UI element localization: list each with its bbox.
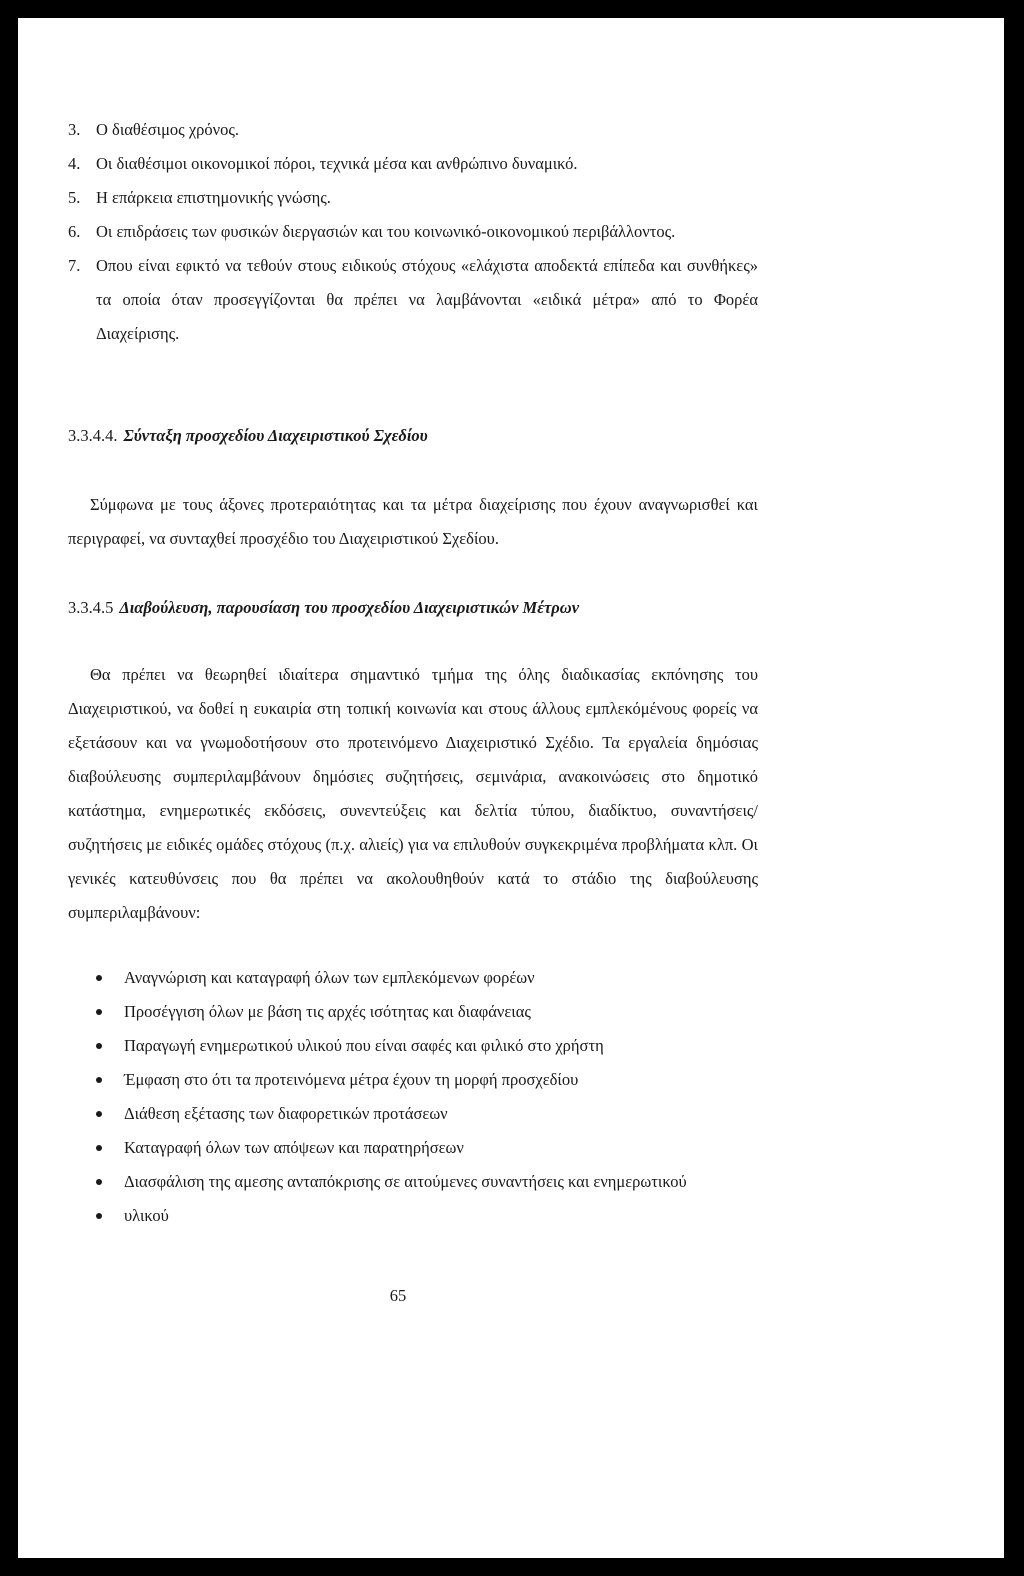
section-heading bbox=[68, 596, 768, 620]
list-item bbox=[68, 249, 758, 351]
bullet-item bbox=[96, 1063, 756, 1097]
bullet-text: Προσέγγιση όλων με βάση τις αρχές ισότητας και διαφάνειας bbox=[124, 1002, 531, 1021]
bullet-item bbox=[96, 1131, 756, 1165]
bullet-dot-icon bbox=[96, 1043, 102, 1049]
bullet-dot-icon bbox=[96, 975, 102, 981]
bullet-text: Παραγωγή ενημερωτικού υλικού που είναι σαφές και φιλικό στο χρήστη bbox=[124, 1036, 604, 1055]
bullet-item bbox=[96, 1199, 756, 1233]
bullet-item bbox=[96, 995, 756, 1029]
page-number: 65 bbox=[389, 1286, 407, 1305]
numbered-list bbox=[68, 113, 758, 351]
bullet-text: υλικού bbox=[124, 1206, 169, 1225]
bullet-item bbox=[96, 1165, 756, 1199]
list-item-number: 3. bbox=[68, 120, 81, 139]
list-item-number: 7. bbox=[68, 256, 81, 275]
list-item-text: Οπου είναι εφικτό να τεθούν στους ειδικούς στόχους «ελάχιστα αποδεκτά επίπεδα και συνθήκες» τα οποία όταν προσεγγίζονται θα πρέπει να λαμβάνονται «ειδικά μέτρα» από το Φορέα Διαχείρισης. bbox=[96, 256, 758, 343]
list-item-text: Ο διαθέσιμος χρόνος. bbox=[96, 120, 239, 139]
bullet-item bbox=[96, 961, 756, 995]
bullet-dot-icon bbox=[96, 1077, 102, 1083]
list-item bbox=[68, 215, 758, 249]
list-item bbox=[68, 113, 758, 147]
list-item bbox=[68, 181, 758, 215]
list-item-text: Οι επιδράσεις των φυσικών διεργασιών και του κοινωνικό-οικονομικού περιβάλλοντος. bbox=[96, 222, 676, 241]
section-number: 3.3.4.5 bbox=[68, 598, 114, 617]
bullet-dot-icon bbox=[96, 1179, 102, 1185]
bullet-text: Αναγνώριση και καταγραφή όλων των εμπλεκόμενων φορέων bbox=[124, 968, 535, 987]
list-item-text: Η επάρκεια επιστημονικής γνώσης. bbox=[96, 188, 331, 207]
bullet-item bbox=[96, 1097, 756, 1131]
list-item bbox=[68, 147, 758, 181]
section-paragraph: Θα πρέπει να θεωρηθεί ιδιαίτερα σημαντικό τμήμα της όλης διαδικασίας εκπόνησης του Διαχειριστικού, να δοθεί η ευκαιρία στη τοπική κοινωνία και στους άλλους εμπλεκόμένους φορείς να εξετάσουν και να γνωμοδοτήσουν στο προτεινόμενο Διαχειριστικό Σχέδιο. Τα εργαλεία δημόσιας διαβούλευσης συμπεριλαμβάνουν δημόσιες συζητήσεις, σεμινάρια, ανακοινώσεις στο δημοτικό κατάστημα, ενημερωτικές εκδόσεις, συνεντεύξεις και δελτία τύπου, διαδίκτυο, συναντήσεις/ συζητήσεις με ειδικές ομάδες στόχους (π.χ. αλιείς) για να επιλυθούν συγκεκριμένα προβλήματα κλπ. Οι γενικές κατευθύνσεις που θα πρέπει να ακολουθηθούν κατά το στάδιο της διαβούλευσης συμπεριλαμβάνουν: bbox=[68, 665, 758, 922]
bullet-dot-icon bbox=[96, 1213, 102, 1219]
section-title: Σύνταξη προσχεδίου Διαχειριστικού Σχεδίου bbox=[123, 426, 428, 445]
list-item-text: Οι διαθέσιμοι οικονομικοί πόροι, τεχνικά μέσα και ανθρώπινο δυναμικό. bbox=[96, 154, 578, 173]
bullet-text: Έμφαση στο ότι τα προτεινόμενα μέτρα έχουν τη μορφή προσχεδίου bbox=[124, 1070, 579, 1089]
list-item-number: 6. bbox=[68, 222, 81, 241]
bullet-text: Διασφάλιση της αμεσης ανταπόκρισης σε αιτούμενες συναντήσεις και ενημερωτικού bbox=[124, 1172, 687, 1191]
bullet-text: Διάθεση εξέτασης των διαφορετικών προτάσεων bbox=[124, 1104, 448, 1123]
section-title: Διαβούλευση, παρουσίαση του προσχεδίου Διαχειριστικών Μέτρων bbox=[119, 598, 580, 617]
bullet-dot-icon bbox=[96, 1111, 102, 1117]
bullet-dot-icon bbox=[96, 1009, 102, 1015]
document-page bbox=[18, 18, 1004, 1558]
section-heading bbox=[68, 424, 768, 448]
list-item-number: 5. bbox=[68, 188, 81, 207]
bullet-item bbox=[96, 1029, 756, 1063]
section-number: 3.3.4.4. bbox=[68, 426, 118, 445]
bullet-list bbox=[96, 961, 756, 1233]
list-item-number: 4. bbox=[68, 154, 81, 173]
bullet-text: Καταγραφή όλων των απόψεων και παρατηρήσεων bbox=[124, 1138, 464, 1157]
section-paragraph: Σύμφωνα με τους άξονες προτεραιότητας και τα μέτρα διαχείρισης που έχουν αναγνωρισθεί και περιγραφεί, να συνταχθεί προσχέδιο του Διαχειριστικού Σχεδίου. bbox=[68, 495, 758, 548]
bullet-dot-icon bbox=[96, 1145, 102, 1151]
